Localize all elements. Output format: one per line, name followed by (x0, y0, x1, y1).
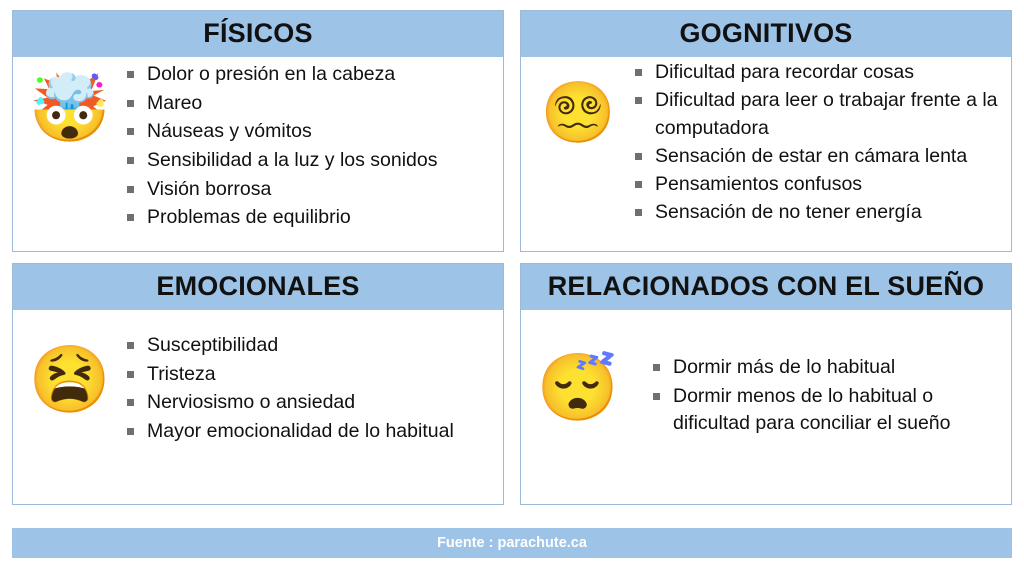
dizzy-face-icon: 😵‍💫 (540, 79, 616, 146)
list-item: Mareo (123, 90, 499, 118)
card-cognitivos (520, 10, 1012, 252)
card-title-sueno: RELACIONADOS CON EL SUEÑO (521, 264, 1011, 310)
list-item: Pensamientos confusos (631, 171, 1007, 198)
card-fisicos (12, 10, 504, 252)
card-body-fisicos (13, 57, 503, 251)
symptom-list-cognitivos (631, 59, 1007, 228)
list-item: Náuseas y vómitos (123, 118, 499, 146)
card-title-fisicos: FÍSICOS (13, 11, 503, 57)
symptom-list-sueno (631, 354, 1007, 439)
card-body-cognitivos (521, 57, 1011, 251)
exploding-head-icon: 🤯 (28, 71, 112, 145)
list-item: Dormir más de lo habitual (649, 354, 1007, 382)
list-item: Mayor emocionalidad de lo habitual (123, 418, 499, 446)
list-item: Susceptibilidad (123, 332, 499, 360)
list-item: Dificultad para recordar cosas (631, 59, 1007, 86)
list-item: Dificultad para leer o trabajar frente a la computadora (631, 87, 1007, 142)
card-emocionales (12, 263, 504, 505)
card-relacionados-con-el-sueno (520, 263, 1012, 505)
list-item: Nerviosismo o ansiedad (123, 389, 499, 417)
card-body-emocionales (13, 310, 503, 504)
symptom-list-emocionales (123, 332, 499, 447)
list-item: Sensibilidad a la luz y los sonidos (123, 147, 499, 175)
list-item: Dolor o presión en la cabeza (123, 61, 499, 89)
list-item: Tristeza (123, 361, 499, 389)
source-footer (12, 528, 1012, 558)
list-item: Problemas de equilibrio (123, 204, 499, 232)
list-item: Visión borrosa (123, 176, 499, 204)
card-title-cognitivos: GOGNITIVOS (521, 11, 1011, 57)
sleeping-face-icon: 😴 (536, 350, 620, 424)
card-body-sueno (521, 310, 1011, 504)
list-item: Sensación de estar en cámara lenta (631, 143, 1007, 170)
list-item: Dormir menos de lo habitual o dificultad para conciliar el sueño (649, 383, 1007, 438)
source-text: Fuente : parachute.ca (437, 535, 587, 551)
weary-face-icon: 😫 (28, 342, 112, 416)
list-item: Sensación de no tener energía (631, 199, 1007, 226)
card-title-emocionales: EMOCIONALES (13, 264, 503, 310)
symptom-list-fisicos (123, 61, 499, 233)
symptom-card-grid (12, 10, 1012, 505)
